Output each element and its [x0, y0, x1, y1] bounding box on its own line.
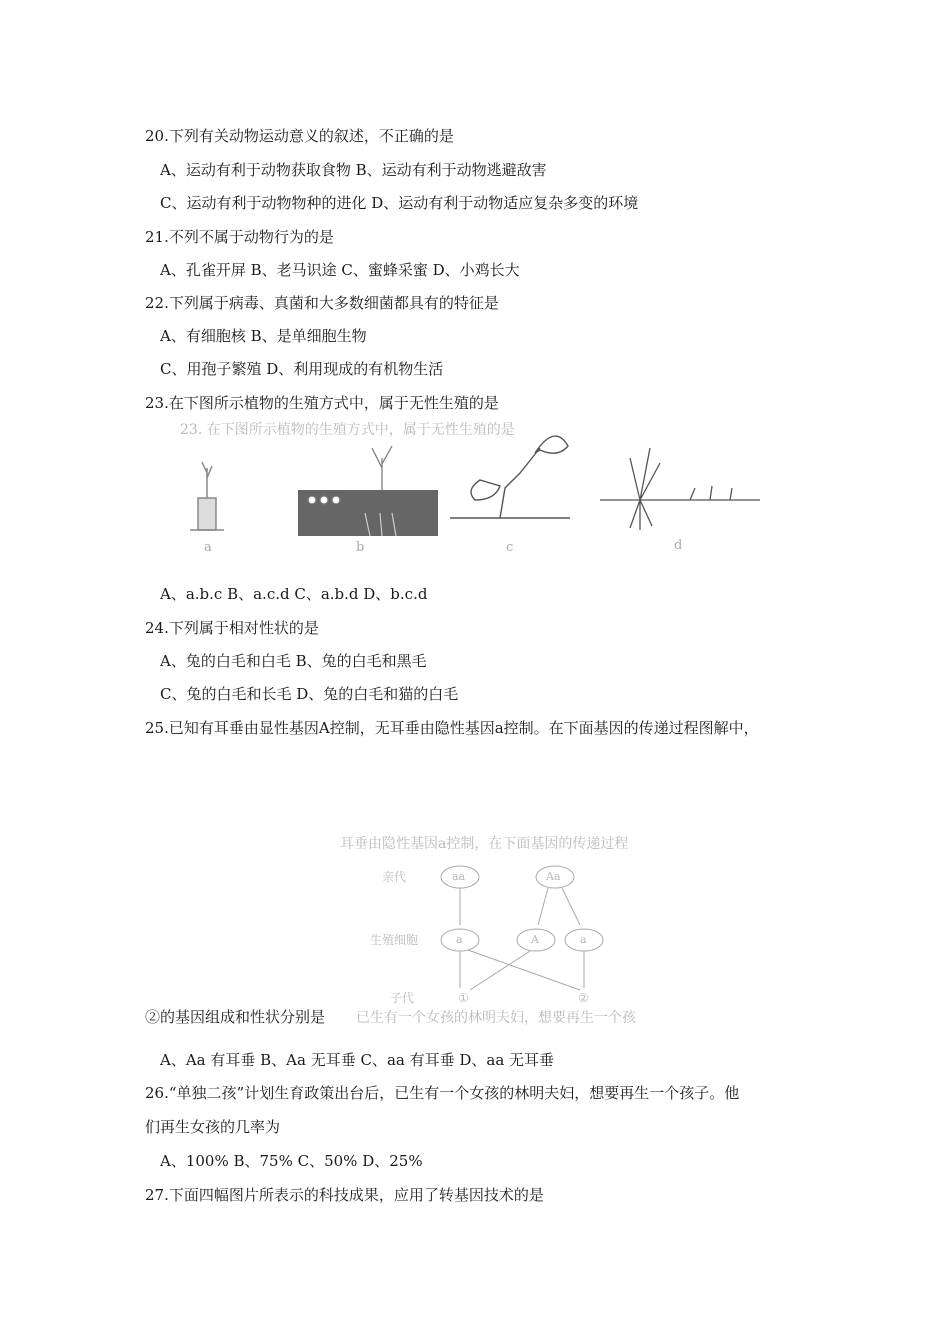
- question-24-options-ab: A、兔的白毛和白毛 B、兔的白毛和黑毛: [160, 652, 427, 670]
- question-26-stem-line2: 们再生女孩的几率为: [145, 1118, 281, 1136]
- question-25-options: A、Aa 有耳垂 B、Aa 无耳垂 C、aa 有耳垂 D、aa 无耳垂: [160, 1051, 555, 1069]
- scan-bleed-text: 已生有一个女孩的林明夫妇，想要再生一个孩: [356, 1010, 636, 1026]
- question-22-stem: 22.下列属于病毒、真菌和大多数细菌都具有的特征是: [145, 294, 499, 312]
- plant-label-c: c: [506, 540, 514, 555]
- gene-figure-caption-scan: 耳垂由隐性基因a控制，在下面基因的传递过程: [340, 836, 629, 852]
- question-23-options: A、a.b.c B、a.c.d C、a.b.d D、b.c.d: [160, 585, 428, 603]
- gene-diagram: [340, 830, 700, 1005]
- question-26-stem-line1: 26.“单独二孩”计划生育政策出台后，已生有一个女孩的林明夫妇，想要再生一个孩子。他: [145, 1084, 740, 1102]
- row-label-gametes: 生殖细胞: [370, 933, 419, 947]
- plant-b-seed: [298, 446, 438, 536]
- question-22-options-ab: A、有细胞核 B、是单细胞生物: [160, 327, 367, 345]
- question-24-options-cd: C、兔的白毛和长毛 D、兔的白毛和猫的白毛: [160, 685, 459, 703]
- question-20-options-ab: A、运动有利于动物获取食物 B、运动有利于动物逃避敌害: [160, 161, 547, 179]
- gene-transmission-figure: [340, 830, 700, 1005]
- question-20-options-cd: C、运动有利于动物物种的进化 D、运动有利于动物适应复杂多变的环境: [160, 194, 639, 212]
- question-20-stem: 20.下列有关动物运动意义的叙述，不正确的是: [145, 127, 454, 145]
- gamete-2: A: [531, 933, 539, 946]
- question-25-stem-continued: ②的基因组成和性状分别是: [145, 1008, 326, 1026]
- plant-label-a: a: [204, 540, 212, 555]
- plant-label-d: d: [674, 538, 683, 553]
- gamete-1: a: [456, 933, 463, 946]
- row-label-offspring: 子代: [390, 991, 415, 1005]
- figure-caption-scan: 23. 在下图所示植物的生殖方式中，属于无性生殖的是: [180, 422, 515, 438]
- parent-2-genotype: Aa: [546, 870, 561, 883]
- plant-label-b: b: [356, 540, 365, 555]
- parent-1-genotype: aa: [452, 870, 466, 883]
- question-27-stem: 27.下面四幅图片所表示的科技成果，应用了转基因技术的是: [145, 1186, 544, 1204]
- plant-c-layering: [450, 436, 570, 518]
- question-22-options-cd: C、用孢子繁殖 D、利用现成的有机物生活: [160, 360, 444, 378]
- plant-reproduction-figure: [160, 418, 810, 568]
- question-23-stem: 23.在下图所示植物的生殖方式中，属于无性生殖的是: [145, 394, 499, 412]
- question-21-options: A、孔雀开屏 B、老马识途 C、蜜蜂采蜜 D、小鸡长大: [160, 261, 520, 279]
- offspring-1: ①: [458, 991, 469, 1005]
- row-label-parents: 亲代: [382, 870, 407, 884]
- plant-a-cutting: [190, 462, 224, 530]
- plant-d-division: [600, 448, 760, 530]
- plant-drawings: [160, 418, 810, 568]
- offspring-2: ②: [578, 991, 589, 1005]
- question-26-options: A、100% B、75% C、50% D、25%: [160, 1152, 423, 1170]
- question-25-stem: 25.已知有耳垂由显性基因A控制，无耳垂由隐性基因a控制。在下面基因的传递过程图解中，: [145, 719, 759, 737]
- question-24-stem: 24.下列属于相对性状的是: [145, 619, 319, 637]
- question-21-stem: 21.不列不属于动物行为的是: [145, 228, 334, 246]
- gamete-3: a: [580, 933, 587, 946]
